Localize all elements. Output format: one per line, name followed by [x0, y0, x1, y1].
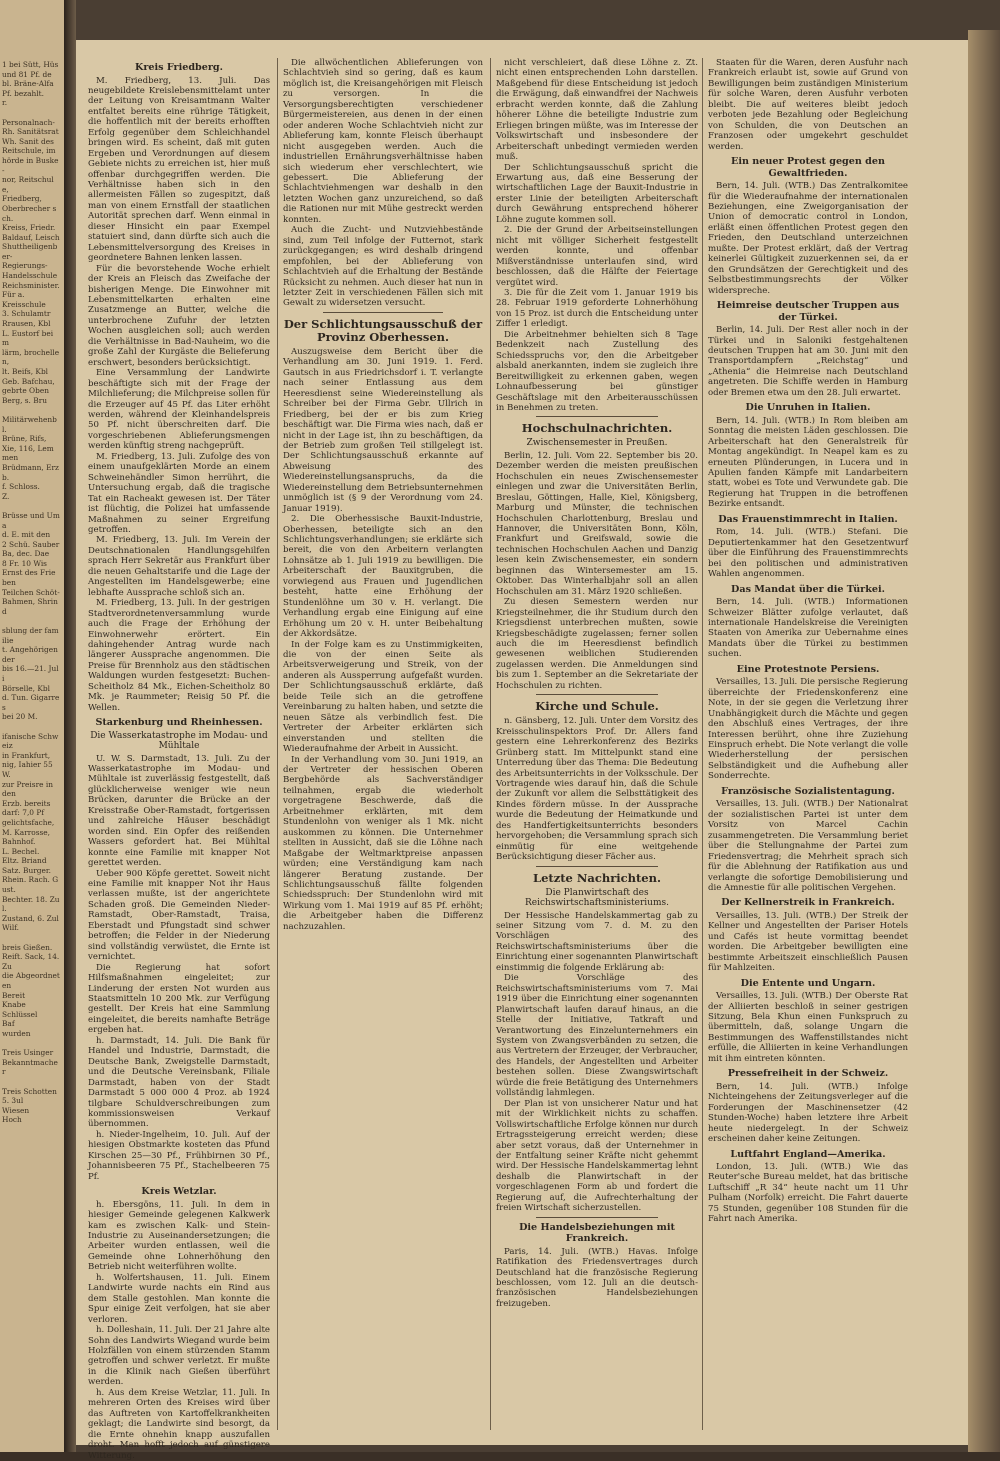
- article-paragraph: Paris, 14. Juli. (WTB.) Havas. Infolge Ratifikation des Friedensvertrages durch Deutschland hat die französische Regierung beschlossen, vom 12. Juli an die deutsch-französischen Handelsbeziehungen freizugeben.: [496, 1246, 698, 1309]
- column-rule: [490, 58, 491, 1430]
- section-heading: Das Mandat über die Türkei.: [731, 583, 885, 595]
- subheading: Die Planwirtschaft des Reichswirtschaftsministeriums.: [525, 887, 669, 909]
- article-paragraph: Versailles, 13. Juli. Die persische Regierung überreichte der Friedenskonferenz eine Note, in der sie gegen die Verletzung ihrer Unabhängigkeit durch die Mächte und gegen den Abschluß eines Vertrages, der ihre Interessen berührt, ohne ihre Zuziehung Einspruch erhebt. Die Note verlangt die volle Wiederherstellung der persischen Selbständigkeit und die Aufhebung aller Sonderrechte.: [708, 677, 908, 782]
- article-paragraph: nicht verschleiert, daß diese Löhne z. Zt. nicht einen entsprechenden Lohn darstellen. Maßgebend für diese Entscheidung ist jedoch die Erwägung, daß einwandfrei der Nachweis erbracht werden konnte, daß die Zahlung höherer Löhne die beteiligte Industrie zum Erliegen bringen müßte, was im Interesse der Volkswirtschaft und insbesondere der Arbeiterschaft unbedingt vermieden werden muß.: [496, 58, 698, 163]
- article-paragraph: Auch die Zucht- und Nutzviehbestände sind, zum Teil infolge der Futternot, stark zurückgegangen; es wird deshalb dringend empfohlen, bei der Ablieferung von Schlachtvieh auf die Erhaltung der Bestände Rücksicht zu nehmen. Auch dieser hat nun in letzter Zeit in verschiedenen Fällen sich mit Gewalt zu widersetzen versucht.: [283, 225, 483, 309]
- article-paragraph: Bern, 14. Juli. (WTB.) Informationen Schweizer Blätter zufolge verlautet, daß internationale Handelskreise die Vereinigten Staaten von Amerika zur Uebernahme eines Mandats über die Türkei zu bestimmen suchen.: [708, 597, 908, 660]
- section-heading: Die Entente und Ungarn.: [740, 977, 876, 989]
- section-heading: Letzte Nachrichten.: [533, 870, 661, 885]
- article-paragraph: Rom, 14. Juli. (WTB.) Stefani. Die Deputiertenkammer hat den Gesetzentwurf über die Einführung des Frauenstimmrechts bei den politischen und administrativen Wahlen angenommen.: [708, 527, 908, 580]
- article-paragraph: Versailles, 13. Juli. (WTB.) Der Oberste Rat der Alliierten beschloß in seiner gestrigen Sitzung, Bela Khun einen Funkspruch zu übermitteln, daß, solange Ungarn die Bestimmungen des Waffenstillstandes nicht erfülle, die Alliierten in keine Verhandlungen mit ihm eintreten könnten.: [708, 991, 908, 1064]
- section-heading: Starkenburg und Rheinhessen.: [95, 717, 263, 729]
- section-heading: Pressefreiheit in der Schweiz.: [727, 1068, 889, 1080]
- article-paragraph: h. Dolleshain, 11. Juli. Der 21 Jahre alte Sohn des Landwirts Wiegand wurde beim Holzfällen von einem stürzenden Stamm getroffen und schwer verletzt. Er mußte in die Klinik nach Gießen überführt werden.: [88, 1325, 270, 1388]
- article-paragraph: Der Hessische Handelskammertag gab zu seiner Sitzung vom 7. d. M. zu den Vorschlägen des Reichswirtschaftsministeriums über die Einrichtung einer sogenannten Planwirtschaft einstimmig die folgende Erklärung ab:: [496, 910, 698, 973]
- article-paragraph: 3. Die für die Zeit vom 1. Januar 1919 bis 28. Februar 1919 geforderte Lohnerhöhung von 15 Proz. ist durch die Entscheidung unter Ziffer 1 erledigt.: [496, 287, 698, 330]
- section-heading: Ein neuer Protest gegen den Gewaltfrieden.: [731, 156, 885, 179]
- article-paragraph: h. Nieder-Ingelheim, 10. Juli. Auf der hiesigen Obstmarkte kosteten das Pfund Kirschen 25—30 Pf., Frühbirnen 30 Pf., Johannisbeeren 75 Pf., Stachelbeeren 75 Pf.: [88, 1129, 270, 1182]
- article-paragraph: M. Friedberg, 13. Juli. Zufolge des von einem unaufgeklärten Morde an einem Schweinehändler Simon herrührt, die Untersuchung ergab, daß die tragische Tat ein Racheakt gewesen ist. Der Täter ist flüchtig, die Polizei hat umfassende Maßnahmen zu seiner Ergreifung getroffen.: [88, 451, 270, 535]
- article-paragraph: n. Gänsberg, 12. Juli. Unter dem Vorsitz des Kreisschulinspektors Prof. Dr. Allers fand gestern eine Lehrerkonferenz des Bezirks Grünberg statt. Im Mittelpunkt stand eine Unterredung über das Thema: Die Bedeutung des Arbeitsunterrichts in der Volksschule. Der Vortragende wies darauf hin, daß die Schule der Zukunft vor allem die Selbsttätigkeit des Kindes fördern müsse. In der Aussprache wurde die Bedeutung der Heimatkunde und des Handfertigkeitsunterrichts besonders hervorgehoben; die Versammlung sprach sich einmütig für eine weitgehende Berücksichtigung dieser Fächer aus.: [496, 716, 698, 863]
- article-paragraph: In der Folge kam es zu Unstimmigkeiten, die von der einen Seite als Arbeitsverweigerung und Streik, von der anderen als Aussperrung aufgefaßt wurden. Der Schlichtungsausschuß erklärte, daß beide Teile sich an die getroffene Vereinbarung zu halten haben, und setzte die neuen Sätze als verbindlich fest. Die Vertreter der Arbeiter erklärten sich einverstanden und stellten die Wiederaufnahme der Arbeit in Aussicht.: [283, 639, 483, 755]
- article-paragraph: h. Ebersgöns, 11. Juli. In dem in hiesiger Gemeinde gelegenen Kalkwerk kam es zwischen Kalk- und Stein-Industrie zu Auseinandersetzungen; die Arbeiter wurden entlassen, weil die Gemeinde ohne Lohnerhöhung den Betrieb nicht weiterführen wollte.: [88, 1199, 270, 1273]
- section-heading: Luftfahrt England—Amerika.: [730, 1148, 886, 1160]
- article-paragraph: Versailles, 13. Juli. (WTB.) Der Streik der Kellner und Angestellten der Pariser Hotels und Cafés ist heute vormittag beendet worden. Die Arbeitgeber bewilligten eine bestimmte Arbeitszeit einschließlich Pausen für Mahlzeiten.: [708, 910, 908, 974]
- separator-rule: [536, 1217, 657, 1218]
- article-paragraph: h. Aus dem Kreise Wetzlar, 11. Juli. In mehreren Orten des Kreises wird über das Auftreten von Kartoffelkrankheiten geklagt; die Landwirte sind besorgt, da die Ernte ohnehin knapp auszufallen droht. Man hofft jedoch auf günstigere Witterung.: [88, 1387, 270, 1461]
- article-paragraph: Ueber 900 Köpfe gerettet. Soweit nicht eine Familie mit knapper Not ihr Haus verlassen mußte, ist der angerichtete Schaden groß. Die Gemeinden Nieder-Ramstadt, Ober-Ramstadt, Traisa, Eberstadt und Pfungstadt sind schwer betroffen; die Felder in der Niederung sind vollständig verwüstet, die Ernte ist vernichtet.: [88, 868, 270, 963]
- section-heading: Die Handelsbeziehungen mit Frankreich.: [519, 1221, 675, 1245]
- article-paragraph: Bern, 14. Juli. (WTB.) Infolge Nichteingehens der Zeitungsverleger auf die Forderungen der Maschinensetzer (42 Stunden-Woche) haben letztere ihre Arbeit heute niedergelegt. In der Schweiz erscheinen daher keine Zeitungen.: [708, 1081, 908, 1145]
- section-heading: Kirche und Schule.: [535, 699, 659, 714]
- article-paragraph: Die allwöchentlichen Ablieferungen von Schlachtvieh sind so gering, daß es kaum möglich ist, die Kreisangehörigen mit Fleisch zu versorgen. In die Versorgungsberechtigten verschiedener Bürgermeistereien, aus denen in der einen oder anderen Woche Schlachtvieh nicht zur Ablieferung kam, konnte Fleisch überhaupt nicht ausgegeben werden. Auch die industriellen Ernährungsverhältnisse haben sich wiederum eher verschlechtert, wie gebessert. Die Ablieferung der Schlachtviehmengen war deshalb in den letzten Wochen ganz unzureichend, so daß die Rationen nur mit Mühe gestreckt werden konnten.: [283, 58, 483, 225]
- column-1: [88, 58, 270, 1461]
- article-paragraph: Für die bevorstehende Woche erhielt der Kreis an Fleisch das Zweifache der bisherigen Menge. Die Einwohner mit Lebensmittelkarten erhalten eine Zusatzmenge an Butter, welche die unterbrochene Zufuhr der letzten Wochen ausgleichen soll; auch werden die Verhältnisse in Bad-Nauheim, wo die große Zahl der Kurgäste die Belieferung erschwert, besonders berücksichtigt.: [88, 263, 270, 368]
- article-paragraph: 2. Die der Grund der Arbeitseinstellungen nicht mit völliger Sicherheit festgestellt werden konnte, und offenbar Mißverständnisse unterlaufen sind, wird beschlossen, daß die Hälfte der Feiertage vergütet wird.: [496, 225, 698, 288]
- subheading: Die Wasserkatastrophe im Modau- und Mühltale: [90, 730, 268, 752]
- section-heading: Heimreise deutscher Truppen aus der Türkei.: [716, 300, 900, 323]
- article-paragraph: Bern, 14. Juli. (WTB.) Das Zentralkomitee für die Wiederaufnahme der internationalen Beziehungen, eine Zweigorganisation der Union of democratic control in London, erläßt einen öffentlichen Protest gegen den Frieden, den Deutschland unterzeichnen mußte. Der Protest erklärt, daß der Vertrag keinerlei Gültigkeit zuzuerkennen sei, da er den Grundsätzen der Gerechtigkeit und des Selbstbestimmungsrechts der Völker widerspreche.: [708, 181, 908, 296]
- section-heading: Kreis Friedberg.: [135, 62, 223, 73]
- article-paragraph: M. Friedberg, 13. Juli. Das neugebildete Kreislebensmittelamt unter der Leitung von Kreisamtmann Walter entfaltet bereits eine rührige Tätigkeit, die hoffentlich mit der bereits erhofften Erfolg gegenüber dem Schleichhandel bringen wird. Es scheint, daß mit guten Ergeben und Verordnungen auf diesem Gebiete nichts zu erreichen ist, hier muß offenbar durchgegriffen werden. Die Verhältnisse haben sich in den allermeisten Fällen so zugespitzt, daß man von einem Ernstfall der staatlichen Autorität sprechen darf. Wenn einmal in dieser Hinsicht ein paar Exempel statuiert sind, dann dürfte sich auch die Lebensmittelversorgung des Kreises in geordnetere Bahnen lenken lassen.: [88, 75, 270, 264]
- article-paragraph: Zu diesen Semestern werden nur Kriegsteilnehmer, die ihr Studium durch den Kriegsdienst unterbrechen mußten, sowie Kriegsbeschädigte zugelassen; ferner sollen auch die im Heeresdienst befindlich gewesenen weiblichen Studierenden zugelassen werden. Die Anmeldungen sind bis zum 1. September an die Sekretariate der Hochschulen zu richten.: [496, 597, 698, 691]
- left-page-text: 1 bei Sütt, Hüs und 81 Pf. de bl. Bräne-Alfa Pf. bezahlt. r. Personalnach- Rh. Sanitätsrat Wh. Sanit des Reitschule, im hörde in Buske- nor, Reitschule, Friedberg, Oberbrecher sch. Kreiss, Friedr. Baldauf, Leisch Shuttheiligenber- Regierungs- Handelsschule Reichsminister. Für a. Kreisschule 3. Schulamtr Rrausen, Kbl L. Eustorf beim lärm, brochellen, lt. Beifs, Kbl Geb. Bafchau, gebrte Oben Berg, s. Bru Militärwehenbl. Brüne, Rifs, Xie, 116, Lemmen Brüdmann, Erzb. f. Schloss. Z. Brüsse und Uma d. E. mit den 2 Schü. Sauber Ba, dec. Dae 8 Fr. 10 Wis Ernst des Frieben Teilchen Schöt- Bahmen, Shrind sblung der familie t. Angehörigen der bis 16.—21. Juli Börselle, Kbl d. Tun. Gigarres bei 20 M. ifanische Schweiz in Frankfurt, nig, Iahier 55 W. zur Preisre in den Erzb. bereits darf: 7,0 Pf gelichtsfache, M. Karrosse, Bahnhof. L. Bechel. Eltz. Briand Satz. Burger. Rhein. Rach. Gust. Bechter. 18. Zul. Zustand, 6. Zul Wilf. breis Gießen. Reift. Sack, 14. Zu die Abgeordneten Bereit Knabe Schlüssel Baf wurden Treis Usinger Bekanntmacher Treis Schotten 5. 3ul Wiesen Hoch: [2, 60, 60, 1125]
- article-paragraph: Die Regierung hat sofort Hilfsmaßnahmen eingeleitet; zur Linderung der ersten Not wurden aus Staatsmitteln 10 200 Mk. zur Verfügung gestellt. Der Kreis hat eine Sammlung eingeleitet, die bereits namhafte Beträge ergeben hat.: [88, 962, 270, 1036]
- article-paragraph: M. Friedberg, 13. Juli. Im Verein der Deutschnationalen Handlungsgehilfen sprach Herr Sekretär aus Frankfurt über die neuen Gehaltstarife und die Lage der Angestellten im Handelsgewerbe; eine lebhafte Aussprache schloß sich an.: [88, 535, 270, 598]
- column-2: [283, 58, 483, 1430]
- article-paragraph: Die Vorschläge des Reichswirtschaftsministeriums vom 7. Mai 1919 über die Einrichtung einer sogenannten Planwirtschaft laufen darauf hinaus, an die Stelle der Initiative, Tatkraft und Verantwortung des Einzelunternehmers ein System von Zwangsverbänden zu setzen, die aus Vertretern der Erzeuger, der Verbraucher, des Handels, der Angestellten und Arbeiter bestehen sollen. Diese Zwangswirtschaft würde die freie Betätigung des Unternehmers vollständig lahmlegen.: [496, 973, 698, 1099]
- section-heading: Die Unruhen in Italien.: [745, 402, 871, 414]
- article-paragraph: Die Arbeitnehmer behielten sich 8 Tage Bedenkzeit nach Zustellung des Schiedsspruchs vor, den die Arbeitgeber alsbald anerkannten, indem sie zugleich ihre Bereitwilligkeit zu erkennen gaben, wegen Lohnaufbesserung bei günstiger Geschäftslage mit den Arbeiterausschüssen in Benehmen zu treten.: [496, 329, 698, 413]
- left-page-fragment: [0, 0, 64, 1452]
- section-heading: Hochschulnachrichten.: [521, 421, 673, 436]
- column-rule: [702, 58, 703, 1430]
- article-paragraph: Staaten für die Waren, deren Ausfuhr nach Frankreich erlaubt ist, sowie auf Grund von Bewilligungen beim zuständigen Ministerium für solche Waren, deren Ausfuhr verboten bleibt. Die auf weiteres bleibt jedoch verboten jede Bezahlung oder Begleichung von Schulden, die von Deutschen an Franzosen oder umgekehrt geschuldet werden.: [708, 58, 908, 152]
- article-paragraph: U. W. S. Darmstadt, 13. Juli. Zu der Wasserkatastrophe im Modau- und Mühltale ist zuverlässig festgestellt, daß glücklicherweise weniger wie neun Brücken, darunter die Brücke an der Kreisstraße Ober-Ramstadt, fortgerissen und zahlreiche Häuser beschädigt worden sind. Ein Opfer des reißenden Wassers gefordert hat. Bei Mühltal konnte eine Familie mit knapper Not gerettet werden.: [88, 753, 270, 869]
- separator-rule: [536, 866, 657, 867]
- article-paragraph: Berlin, 12. Juli. Vom 22. September bis 20. Dezember werden die meisten preußischen Hochschulen ein neues Zwischensemester einlegen und zwar die Universitäten Berlin, Breslau, Göttingen, Halle, Kiel, Königsberg, Marburg und Münster, die technischen Hochschulen Charlottenburg, Breslau und Hannover, die Universitäten Bonn, Köln, Frankfurt und Greifswald, sowie die technischen Hochschulen Aachen und Danzig lesen kein Zwischensemester, ein sondern beginnen das Wintersemester am 15. Oktober. Das Winterhalbjahr soll an allen Hochschulen am 31. März 1920 schließen.: [496, 450, 698, 597]
- section-heading: Französische Sozialistentagung.: [721, 785, 895, 797]
- article-paragraph: Bern, 14. Juli. (WTB.) In Rom bleiben am Sonntag die meisten Läden geschlossen. Die Arbeiterschaft hat den Generalstreik für Montag angekündigt. In Neapel kam es zu erneuten Plünderungen, in Lucera und in Apulien fanden Kämpfe mit Landarbeitern statt, wobei es Tote und Verwundete gab. Die Regierung hat Truppen in die betroffenen Bezirke entsandt.: [708, 415, 908, 510]
- column-3: [496, 58, 698, 1430]
- page-edge: [968, 30, 1000, 1452]
- separator-rule: [536, 694, 657, 695]
- separator-rule: [536, 416, 657, 417]
- section-heading: Eine Protestnote Persiens.: [736, 663, 880, 675]
- column-rule: [277, 58, 278, 1430]
- section-heading: Der Kellnerstreik in Frankreich.: [721, 897, 895, 909]
- section-heading: Das Frauenstimmrecht in Italien.: [718, 513, 898, 525]
- article-paragraph: Der Plan ist von unsicherer Natur und hat mit der Wirklichkeit nichts zu schaffen. Vollswirtschaftliche Erfolge können nur durch Ertragssteigerung erreicht werden; diese aber setzt voraus, daß der Unternehmer in der Entfaltung seiner Kräfte nicht gehemmt wird. Der Hessische Handelskammertag lehnt deshalb die Planwirtschaft in der vorgeschlagenen Form ab und fordert die Regierung auf, die Aufrechterhaltung der freien Wirtschaft sicherzustellen.: [496, 1098, 698, 1214]
- section-heading: Der Schlichtungsausschuß der Provinz Oberhessen.: [283, 316, 483, 344]
- section-heading: Kreis Wetzlar.: [141, 1186, 217, 1198]
- article-paragraph: London, 13. Juli. (WTB.) Wie das Reuter'sche Bureau meldet, hat das britische Luftschiff „R 34“ heute nacht um 11 Uhr Pulham (Norfolk) erreicht. Die Fahrt dauerte 75 Stunden, gegenüber 108 Stunden für die Fahrt nach Amerika.: [708, 1162, 908, 1225]
- column-4: [708, 58, 908, 1430]
- article-paragraph: h. Wolfertshausen, 11. Juli. Einem Landwirte wurde nachts ein Rind aus dem Stalle gestohlen. Man konnte die Spur einige Zeit verfolgen, hat sie aber verloren.: [88, 1272, 270, 1325]
- article-paragraph: Auszugsweise dem Bericht über die Verhandlung am 30. Juni 1919. 1. Ferd. Gautsch in aus Friedrichsdorf i. T. verlangte nach seiner Entlassung aus dem Heeresdienst seine Wiedereinstellung als Schreiber bei der Firma Gebr. Ullrich in Friedberg, bei der er bis zum Krieg beschäftigt war. Die Firma wies nach, daß er nicht in der Lage ist, ihn zu beschäftigen, da der Betrieb zum großen Teil stillgelegt ist. Der Schlichtungsausschuß erkannte auf Abweisung des Wiedereinstellungsanspruchs, da die Wiedereinstellung dem Betriebsunternehmen unmöglich ist (§ 9 der Verordnung vom 24. Januar 1919).: [283, 346, 483, 514]
- article-paragraph: Berlin, 14. Juli. Der Rest aller noch in der Türkei und in Saloniki festgehaltenen deutschen Truppen hat am 30. Juni mit den Transportdampfern „Reichstag“ und „Athenia“ die Heimreise nach Deutschland angetreten. Die Schiffe werden in Hamburg oder Bremen etwa um den 28. Juli erwartet.: [708, 325, 908, 398]
- article-paragraph: M. Friedberg, 13. Juli. In der gestrigen Stadtverordnetenversammlung wurde auch die Frage der Erhöhung der Einwohnerwehr erörtert. Ein dahingehender Antrag wurde nach längerer Aussprache angenommen. Die Preise für Brennholz aus den städtischen Waldungen wurden festgesetzt: Buchen-Scheitholz 84 Mk., Eichen-Scheitholz 80 Mk. je Raummeter; Reisig 50 Pf. die Wellen.: [88, 598, 270, 713]
- article-paragraph: In der Verhandlung vom 30. Juni 1919, an der Vertreter der hessischen Oberen Bergbehörde als Sachverständiger teilnahmen, ergab die wiederholt vorgetragene Beschwerde, daß die Arbeitnehmer erklärten, mit dem Stundenlohn von weniger als 1 Mk. nicht auskommen zu können. Die Unternehmer stellten in Aussicht, daß sie die Löhne nach Maßgabe der Weltmarktpreise anpassen würden; eine Verständigung kam nach längerer Beratung zustande. Der Schlichtungsausschuß fällte folgenden Schiedsspruch: Der Stundenlohn wird mit Wirkung vom 1. Mai 1919 auf 85 Pf. erhöht; die Arbeitgeber haben die Differenz nachzuzahlen.: [283, 754, 483, 932]
- book-gutter: [64, 0, 76, 1452]
- subheading: Zwischensemester in Preußen.: [526, 438, 668, 449]
- article-paragraph: Der Schlichtungsausschuß spricht die Erwartung aus, daß eine Besserung der wirtschaftlichen Lage der Bauxit-Industrie in erster Linie der beteiligten Arbeiterschaft durch Gewährung entsprechend höherer Löhne zugute kommen soll.: [496, 162, 698, 225]
- article-paragraph: 2. Die Oberhessische Bauxit-Industrie, Oberhessen, beteiligte sich an den Schlichtungsverhandlungen; sie erklärte sich bereit, die von den Arbeitern verlangten Lohnsätze ab 1. Juli 1919 zu bewilligen. Die Arbeiterschaft der Bauxitgruben, die vorwiegend aus Frauen und Jugendlichen besteht, hatte eine Erhöhung der Stundenlöhne um 30 v. H. verlangt. Die Verhandlung ergab eine Einigung auf eine Erhöhung um 20 v. H. unter Beibehaltung der Akkordsätze.: [283, 514, 483, 640]
- separator-rule: [323, 312, 443, 313]
- article-paragraph: Eine Versammlung der Landwirte beschäftigte sich mit der Frage der Milchlieferung; die Milchpreise sollen für die Erzeuger auf 45 Pf. das Liter erhöht werden, während der Kleinhandelspreis 50 Pf. nicht überschreiten darf. Die vorgeschriebenen Ablieferungsmengen werden künftig streng nachgeprüft.: [88, 368, 270, 452]
- article-paragraph: h. Darmstadt, 14. Juli. Die Bank für Handel und Industrie, Darmstadt, die Deutsche Bank, Zweigstelle Darmstadt, und die Deutsche Vereinsbank, Filiale Darmstadt, haben von der Stadt Darmstadt 5 000 000 4 Proz. ab 1924 tilgbare Schuldverschreibungen zum kommissionsweisen Verkauf übernommen.: [88, 1035, 270, 1130]
- article-paragraph: Versailles, 13. Juli. (WTB.) Der Nationalrat der sozialistischen Partei ist unter dem Vorsitz von Marcel Cachin zusammengetreten. Die Versammlung beriet über die Stellungnahme der Partei zum Friedensvertrag; die Mehrheit sprach sich für die Ablehnung der Ratifikation aus und verlangte die sofortige Demobilisierung und die Amnestie für alle politischen Vergehen.: [708, 799, 908, 893]
